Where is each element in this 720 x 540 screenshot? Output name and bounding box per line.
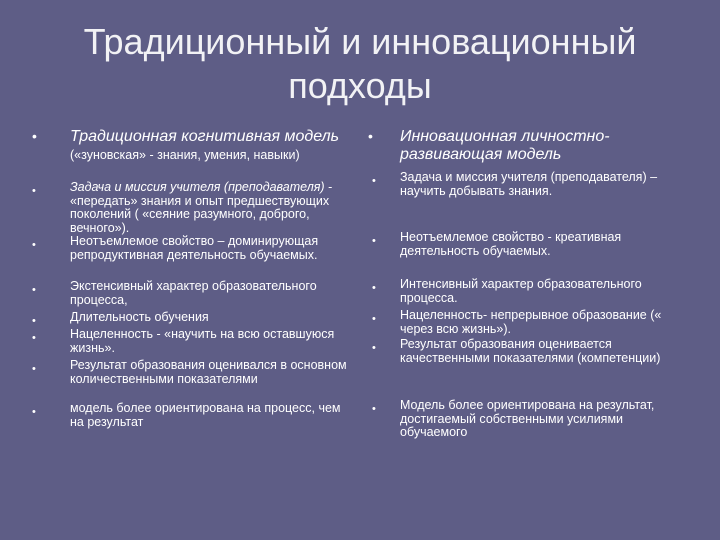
bullet: •	[372, 235, 376, 247]
left-item-goal: Нацеленность - «научить на всю оставшуюся жизнь».	[70, 327, 335, 355]
left-item-task-italic: Задача и миссия учителя (преподавателя)	[70, 180, 325, 194]
bullet: •	[372, 282, 376, 294]
left-item-task-text: - «передать» знания и опыт предшествующих поколений ( «сеяние разумного, доброго, вечного»).	[70, 180, 333, 235]
left-item-task	[70, 181, 355, 235]
left-item-result: Результат образования оценивался в основном количественными показателями	[70, 358, 347, 386]
bullet: •	[32, 363, 36, 375]
bullet: •	[32, 315, 36, 327]
bullet: •	[32, 284, 36, 296]
right-item-orientation: Модель более ориентирована на результат, достигаемый собственными усилиями обучаемого	[400, 398, 655, 439]
bullet: •	[372, 313, 376, 325]
slide-title	[40, 20, 680, 108]
title-line-2: подходы	[288, 65, 432, 106]
bullet: •	[32, 239, 36, 251]
right-heading: Инновационная личностно-развивающая модель	[400, 128, 610, 163]
bullet: •	[372, 403, 376, 415]
right-item-intensive: Интенсивный характер образовательного процесса.	[400, 277, 642, 305]
left-heading-italic: Традиционная когнитивная модель	[70, 128, 340, 145]
left-item-property: Неотъемлемое свойство – доминирующая репродуктивная деятельность обучаемых.	[70, 234, 319, 262]
left-item-duration: Длительность обучения	[70, 310, 209, 324]
left-item-orientation: модель более ориентирована на процесс, чем на результат	[70, 401, 341, 429]
bullet: •	[32, 185, 36, 197]
right-item-property: Неотъемлемое свойство - креативная деятельность обучаемых.	[400, 230, 622, 258]
bullet: •	[368, 128, 373, 144]
bullet: •	[32, 332, 36, 344]
right-item-task: Задача и миссия учителя (преподавателя) – научить добывать знания.	[400, 170, 658, 198]
bullet: •	[372, 342, 376, 354]
right-item-goal: Нацеленность- непрерывное образование (« через всю жизнь»).	[400, 308, 662, 336]
left-heading-rest: («зуновская» - знания, умения, навыки)	[70, 148, 300, 162]
title-line-1: Традиционный и инновационный	[83, 21, 637, 62]
left-item-extensive: Экстенсивный характер образовательного процесса,	[70, 279, 317, 307]
bullet: •	[372, 175, 376, 187]
bullet: •	[32, 406, 36, 418]
left-heading	[70, 128, 355, 164]
bullet: •	[32, 128, 37, 144]
right-item-result: Результат образования оценивается качественными показателями (компетенции)	[400, 337, 661, 365]
